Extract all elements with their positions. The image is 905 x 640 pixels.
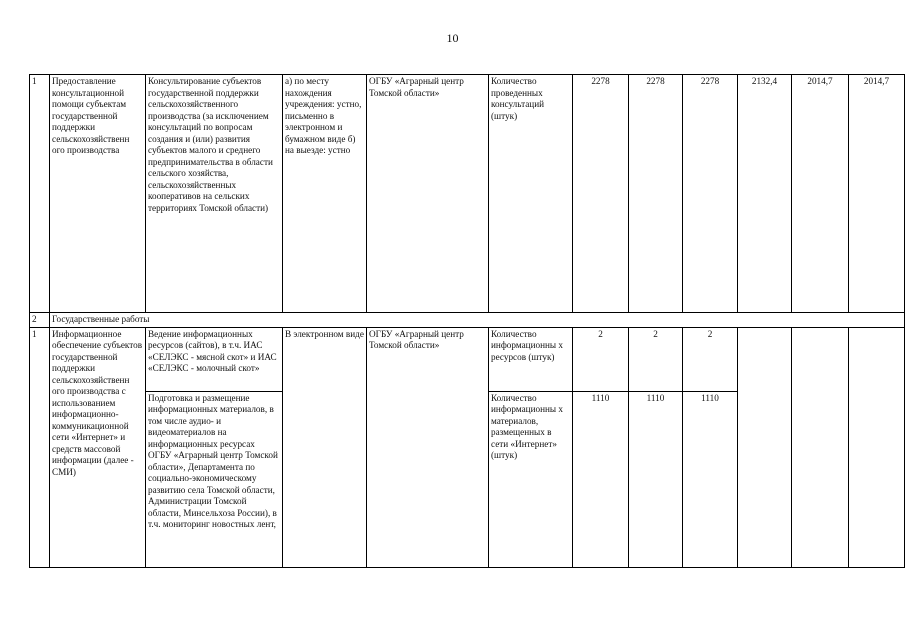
row-index: 1 — [30, 327, 50, 567]
value-cell: 2278 — [683, 75, 738, 313]
section-row — [30, 313, 905, 328]
value-cell: 1110 — [629, 391, 683, 567]
value-cell: 2 — [573, 327, 629, 391]
empty-cell — [849, 327, 905, 567]
value-cell: 2132,4 — [738, 75, 792, 313]
section-title: Государственные работы — [50, 313, 905, 328]
value-cell: 2014,7 — [849, 75, 905, 313]
service-name: Информационное обеспечение субъектов государственной поддержки сельскохозяйственн ого производства с использованием информационно-коммуникационной сети «Интернет» и средств массовой информации (далее - СМИ) — [50, 327, 146, 567]
service-provider: ОГБУ «Аграрный центр Томской области» — [367, 75, 489, 313]
service-provider: ОГБУ «Аграрный центр Томской области» — [367, 327, 489, 567]
service-indicator: Количество информационны х ресурсов (штук) — [489, 327, 573, 391]
table-row — [30, 327, 905, 391]
value-cell: 2278 — [629, 75, 683, 313]
service-name: Предоставление консультационной помощи субъектам государственной поддержки сельскохозяйственн ого производства — [50, 75, 146, 313]
table-row — [30, 75, 905, 313]
page-number: 10 — [446, 31, 459, 45]
service-form: а) по месту нахождения учреждения: устно, письменно в электронном и бумажном виде б) на выезде: устно — [283, 75, 367, 313]
value-cell: 2 — [683, 327, 738, 391]
service-form: В электронном виде — [283, 327, 367, 567]
service-indicator: Количество проведенных консультаций (штук) — [489, 75, 573, 313]
row-index: 1 — [30, 75, 50, 313]
service-indicator: Количество информационны х материалов, размещенных в сети «Интернет» (штук) — [489, 391, 573, 567]
services-table — [29, 74, 905, 568]
section-index: 2 — [30, 313, 50, 328]
service-content: Ведение информационных ресурсов (сайтов), в т.ч. ИАС «СЕЛЭКС - мясной скот» и ИАС «СЕЛЭКС - молочный скот» — [146, 327, 283, 391]
service-content: Консультирование субъектов государственной поддержки сельскохозяйственного производства (за исключением консультаций по вопросам создания и (или) развития субъектов малого и среднего предпринимательства в области сельского хозяйства, сельскохозяйственных кооперативов на сельских территориях Томской области) — [146, 75, 283, 313]
service-content: Подготовка и размещение информационных материалов, в том числе аудио- и видеоматериалов на информационных ресурсах ОГБУ «Аграрный центр Томской области», Департамента по социально-экономическому развитию села Томской области, Администрации Томской области, Минсельхоза России), в т.ч. мониторинг новостных лент, — [146, 391, 283, 567]
value-cell: 2014,7 — [792, 75, 849, 313]
value-cell: 2278 — [573, 75, 629, 313]
value-cell: 1110 — [683, 391, 738, 567]
empty-cell — [792, 327, 849, 567]
empty-cell — [738, 327, 792, 567]
value-cell: 1110 — [573, 391, 629, 567]
value-cell: 2 — [629, 327, 683, 391]
